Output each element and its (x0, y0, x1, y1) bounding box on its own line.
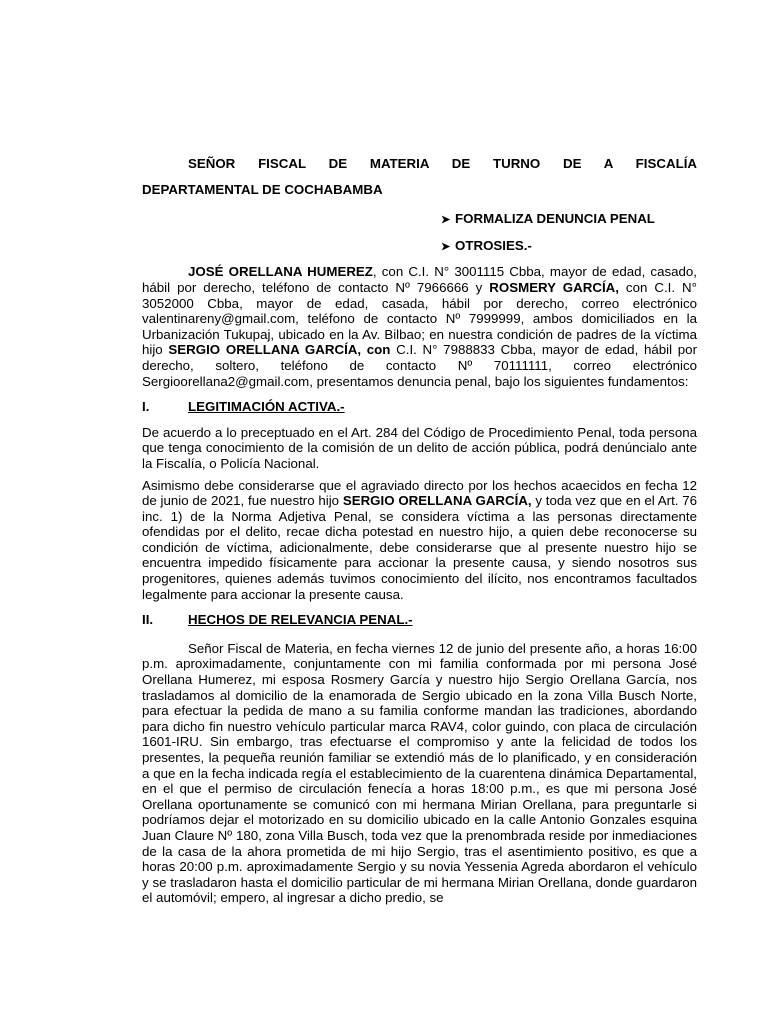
complainant-name-2: ROSMERY GARCÍA, (489, 279, 619, 295)
section1-paragraph-2 (142, 478, 697, 603)
bullet-label: OTROSIES.- (455, 237, 532, 253)
victim-name: SERGIO ORELLANA GARCÍA, con (168, 342, 391, 358)
victim-name-bold: SERGIO ORELLANA GARCÍA, (342, 493, 532, 509)
arrow-bullet-icon: ➤ (441, 240, 451, 253)
intro-paragraph (142, 264, 697, 389)
intro-text-2: con C.I. N° 3052000 Cbba, mayor de edad, casada, hábil por derecho, correo electrónico valentinareny@gmail.com, teléfono de contacto Nº 7999999, ambos domiciliados en la Urbanización Tukupaj, ubicado en la Av. Bilbao; en nuestra condición de padres de la víctima hijo (142, 279, 697, 358)
document-body (142, 156, 697, 906)
arrow-bullet-icon: ➤ (441, 214, 451, 227)
section-title: LEGITIMACIÓN ACTIVA.- (188, 399, 345, 415)
bullet-item (441, 211, 697, 229)
section-heading-1 (142, 399, 697, 415)
section2-paragraph-1: Señor Fiscal de Materia, en fecha viernes 12 de junio del presente año, a horas 16:00 p.m. aproximadamente, conjuntamente con mi familia conformada por mi persona José Orellana Humerez, mi esposa Rosmery García y nuestro hijo Sergio Orellana García, nos trasladamos al domicilio de la enamorada de Sergio ubicado en la zona Villa Busch Norte, para efectuar la pedida de mano a su familia conforme mandan las tradiciones, abordando para dicho fin nuestro vehículo particular marca RAV4, color guindo, con placa de circulación 1601-IRU. Sin embargo, tras efectuarse el compromiso y ante la felicidad de todos los presentes, la pequeña reunión familiar se extendió más de lo planificado, y en consideración a que en la fecha indicada regía el establecimiento de la cuarentena dinámica Departamental, en el que el permiso de circulación fenecía a horas 18:00 p.m., es que mi persona José Orellana oportunamente se comunicó con mi hermana Mirian Orellana, para preguntarle si podríamos dejar el motorizado en su domicilio ubicado en la calle Antonio Gonzales esquina Juan Claure Nº 180, zona Villa Busch, toda vez que la prenombrada reside por inmediaciones de la casa de la ahora prometida de mi hijo Sergio, tras el asentimiento positivo, es que a horas 20:00 p.m. aproximadamente Sergio y su novia Yessenia Agreda abordaron el vehículo y se trasladaron hasta el domicilio particular de mi hermana Mirian Orellana, donde guardaron el automóvil; empero, al ingresar a dicho predio, se (142, 640, 697, 906)
complainant-name-1: JOSÉ ORELLANA HUMEREZ (188, 264, 373, 280)
document-title-line1: SEÑOR FISCAL DE MATERIA DE TURNO DE A FISCALÍA (188, 156, 697, 171)
bullet-item (441, 238, 697, 256)
section-number: I. (142, 399, 150, 415)
intro-text-3: C.I. N° 7988833 Cbba, mayor de edad, hábil por derecho, soltero, teléfono de contacto Nº 70111111, correo electrónico Sergioorellana2@gmail.com, presentamos denuncia penal, bajo los siguientes fundamentos: (142, 342, 697, 389)
section1-para2-text-a: Asimismo debe considerarse que el agraviado directo por los hechos acaecidos en fecha 12 de junio de 2021, fue nuestro hijo (142, 477, 697, 509)
section1-para2-text-b: y toda vez que en el Art. 76 inc. 1) de la Norma Adjetiva Penal, se considera víctima a las personas directamente ofendidas por el delito, recae dicha potestad en nuestro hijo, a quien debe reconocerse su condición de víctima, adicionalmente, debe considerarse que al presente nuestro hijo se encuentra impedido físicamente para accionar la presente causa, y siendo nosotros sus progenitores, quienes además tuvimos conocimiento del ilícito, nos encontramos facultados legalmente para accionar la presente causa. (142, 493, 698, 602)
section-heading-2 (142, 612, 697, 628)
section1-paragraph-1: De acuerdo a lo preceptuado en el Art. 284 del Código de Procedimiento Penal, toda persona que tenga conocimiento de la comisión de un delito de acción pública, podrá denúncialo ante la Fiscalía, o Policía Nacional. (142, 424, 697, 471)
section-number: II. (142, 612, 154, 628)
summary-bullets (441, 211, 697, 255)
document-title-line2: DEPARTAMENTAL DE COCHABAMBA (142, 181, 383, 197)
intro-text-1: , con C.I. N° 3001115 Cbba, mayor de edad, casado, hábil por derecho, teléfono de contacto Nº 7966666 y (142, 264, 697, 295)
section-title: HECHOS DE RELEVANCIA PENAL.- (188, 612, 413, 628)
bullet-label: FORMALIZA DENUNCIA PENAL (455, 211, 655, 227)
